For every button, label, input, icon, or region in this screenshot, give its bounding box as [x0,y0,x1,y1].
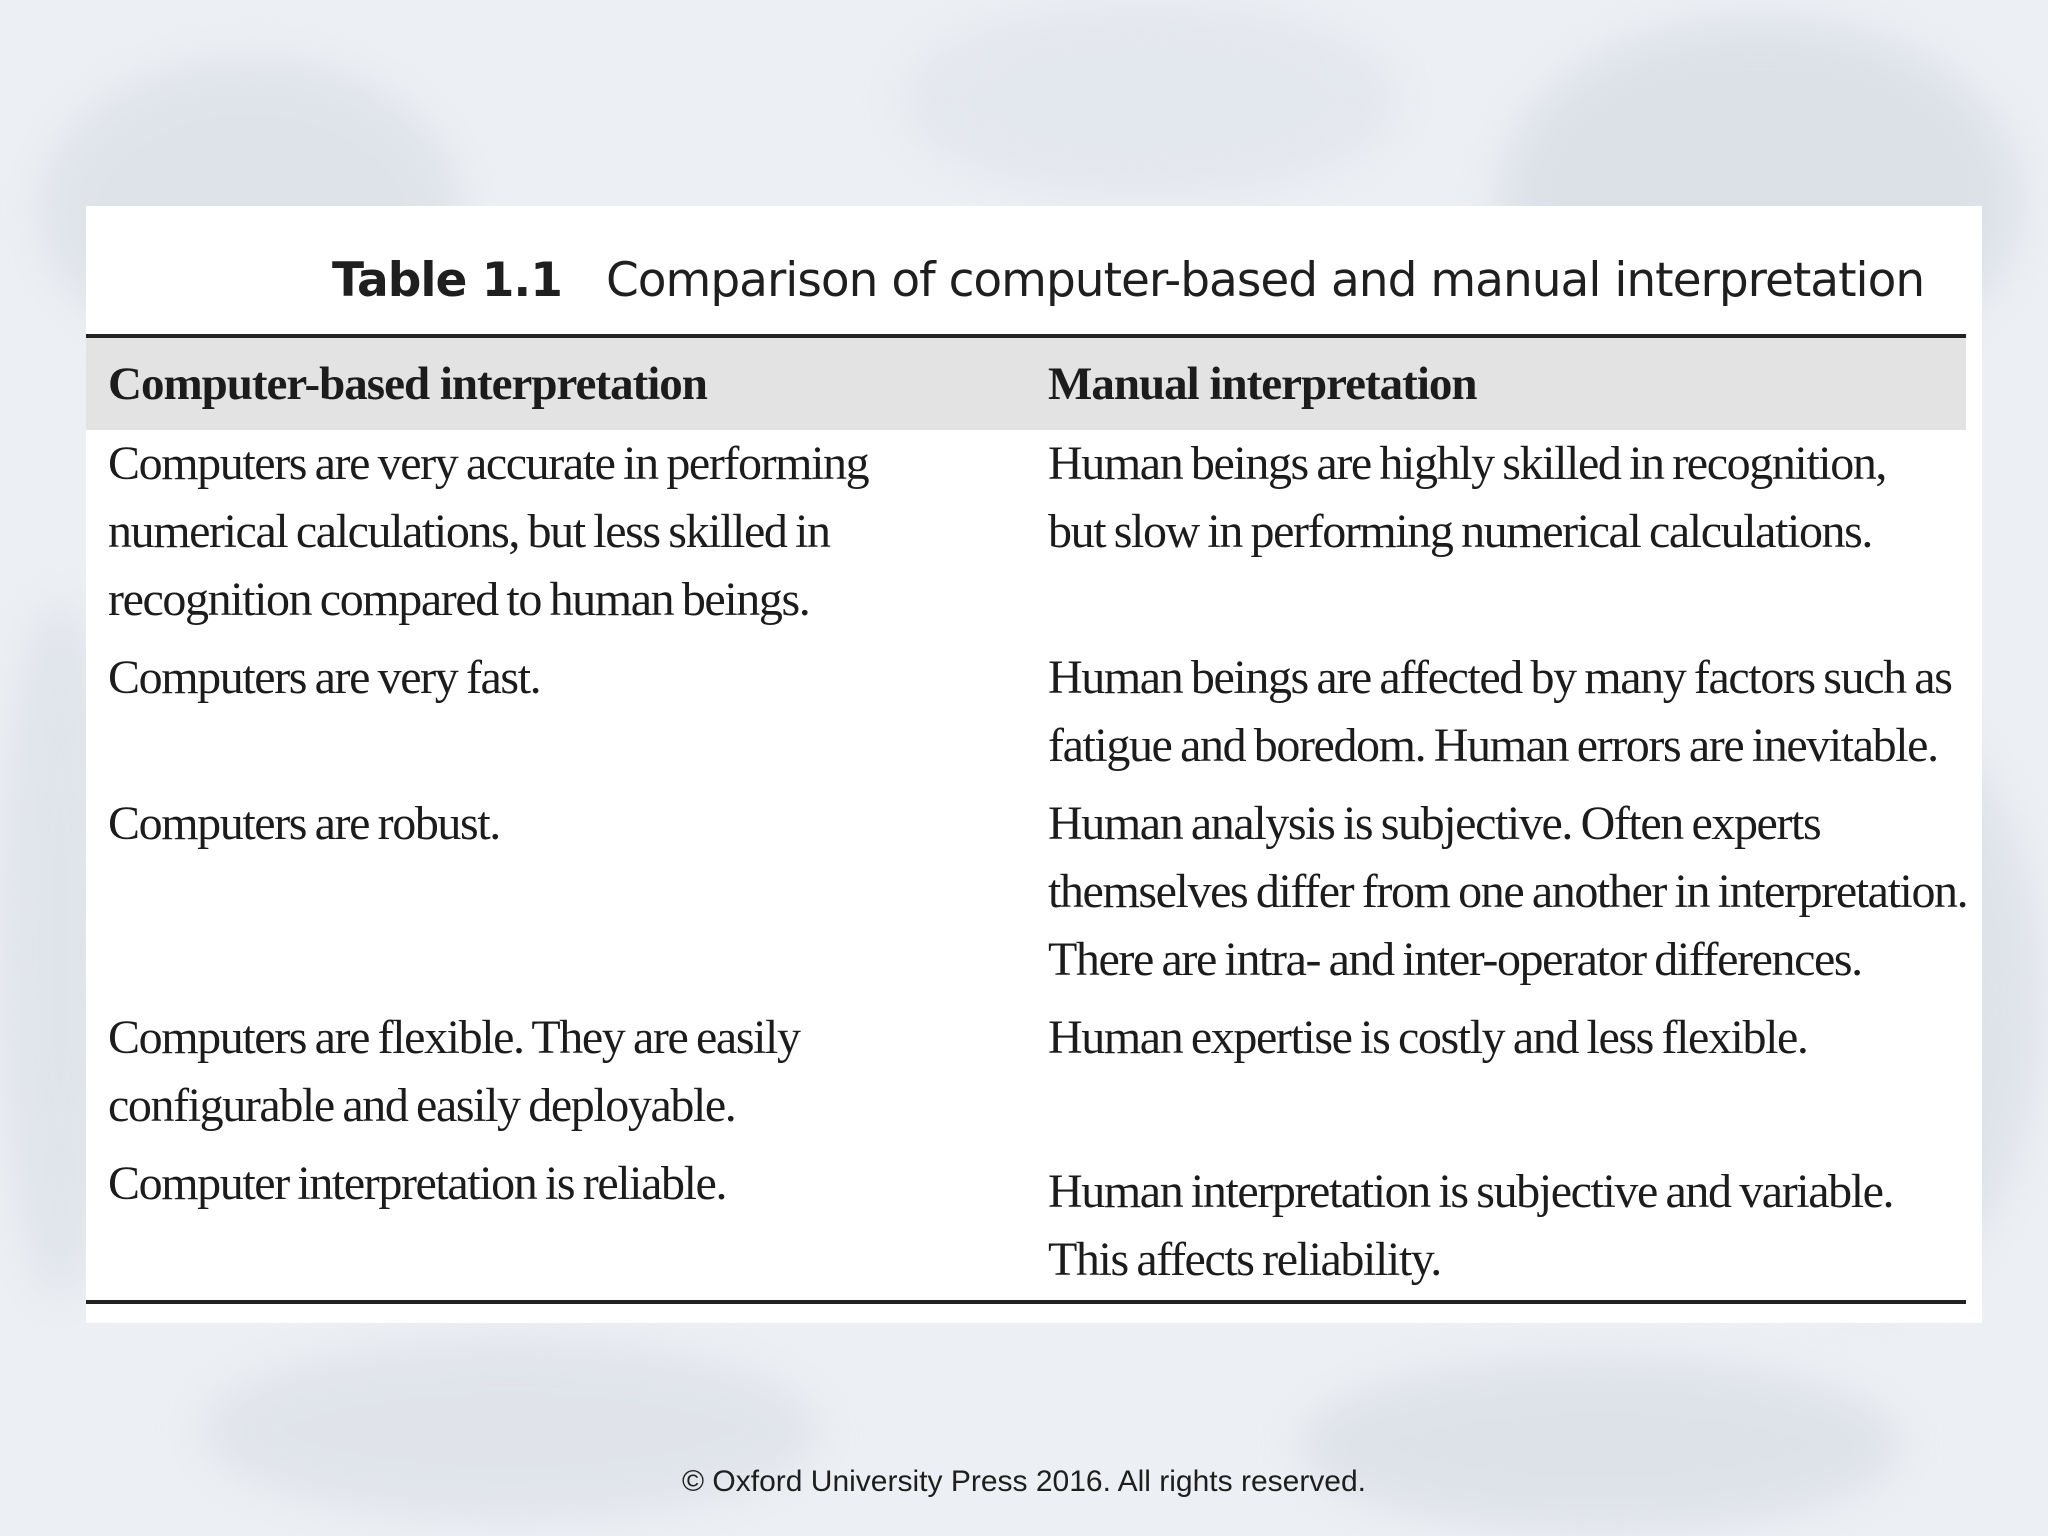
row-3-right-line-3: There are intra- and inter-operator differences. [1048,933,1862,986]
row-5-right-line-2: This affects reliability. [1048,1233,1441,1286]
row-5-left-line-1: Computer interpretation is reliable. [108,1157,727,1210]
row-4-right [1048,1004,1808,1072]
row-1-left-line-1: Computers are very accurate in performing [108,437,869,490]
row-1-right [1048,430,1886,566]
copyright-notice: © Oxford University Press 2016. All rights reserved. [681,1465,1367,1498]
row-1-right-line-1: Human beings are highly skilled in recognition, [1048,437,1887,490]
row-4-left-line-1: Computers are flexible. They are easily [108,1011,800,1064]
row-2-left [108,644,540,712]
row-5-left [108,1150,726,1218]
header-manual: Manual interpretation [1048,358,1477,410]
row-1-left-line-3: recognition compared to human beings. [108,573,810,626]
row-3-left [108,790,500,858]
table-title: Comparison of computer-based and manual interpretation [605,253,1925,308]
row-4-left [108,1004,800,1140]
row-4-right-line-1: Human expertise is costly and less flexible. [1048,1011,1808,1064]
row-3-right [1048,790,1967,994]
row-1-left [108,430,868,634]
row-4-left-line-2: configurable and easily deployable. [108,1079,736,1132]
row-3-right-line-2: themselves differ from one another in interpretation. [1048,865,1968,918]
row-3-left-line-1: Computers are robust. [108,797,500,850]
row-3-right-line-1: Human analysis is subjective. Often experts [1048,797,1821,850]
row-5-right-line-1: Human interpretation is subjective and variable. [1048,1165,1894,1218]
row-5-right [1048,1158,1893,1294]
header-computer-based: Computer-based interpretation [108,358,707,410]
row-2-right-line-1: Human beings are affected by many factors such as [1048,651,1952,704]
table-caption [332,246,1925,316]
table-bottom-rule [86,1300,1966,1304]
table-panel [86,206,1982,1323]
row-2-left-line-1: Computers are very fast. [108,651,541,704]
row-1-right-line-2: but slow in performing numerical calculations. [1048,505,1873,558]
table-number: Table 1.1 [332,253,562,308]
row-2-right-line-2: fatigue and boredom. Human errors are inevitable. [1048,719,1938,772]
row-1-left-line-2: numerical calculations, but less skilled in [108,505,830,558]
row-2-right [1048,644,1951,780]
